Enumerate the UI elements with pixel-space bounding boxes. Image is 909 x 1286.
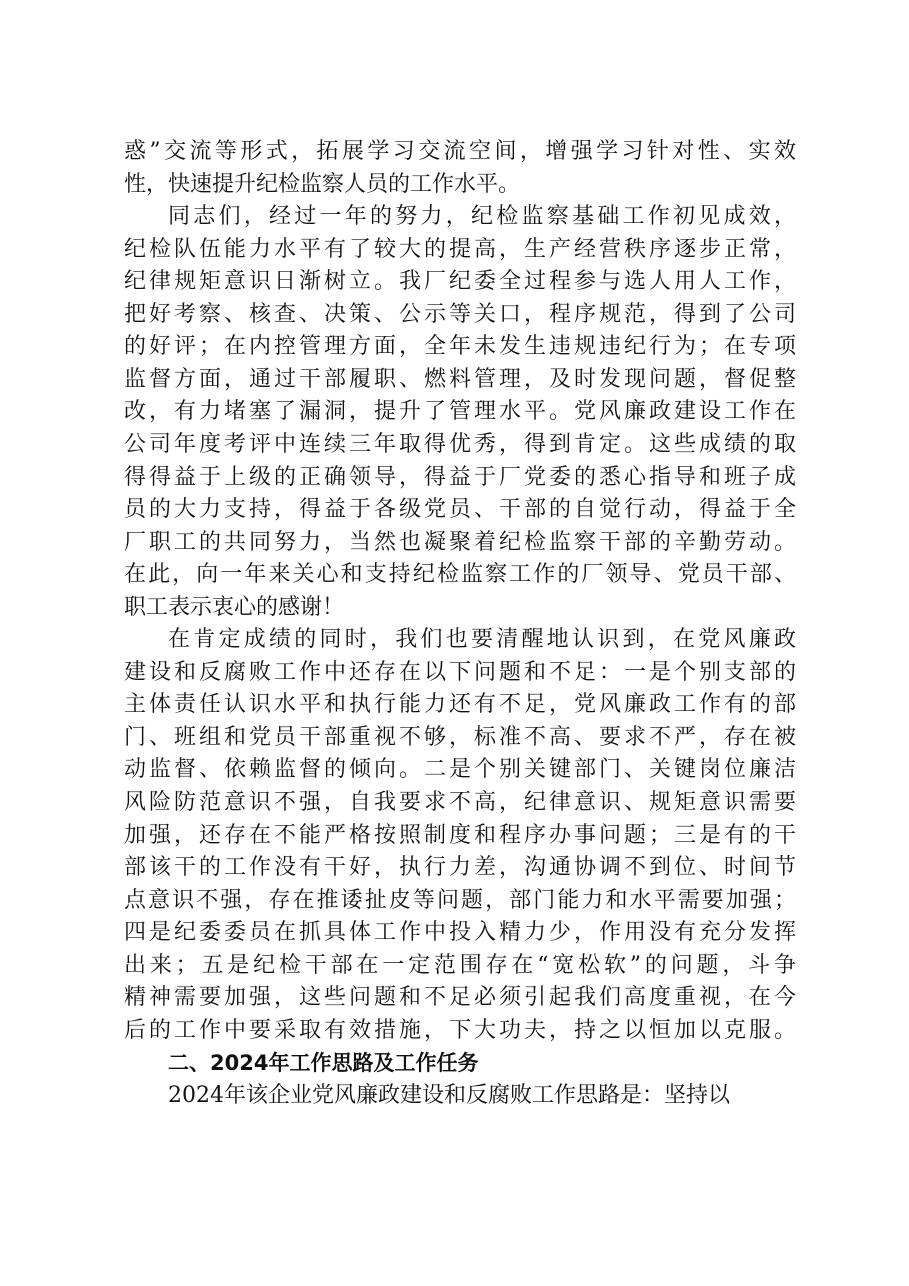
body-text-line: 出来；五是纪检干部在一定范围存在“宽松软”的问题，斗争 (124, 952, 796, 978)
paragraph-last-line: 职工表示衷心的感谢！ (124, 594, 345, 620)
body-text-line: 门、班组和党员干部重视不够，标准不高、要求不严，存在被 (124, 724, 796, 750)
body-text-line: 员的大力支持，得益于各级党员、干部的自觉行动，得益于全 (124, 497, 796, 523)
body-text-line: 纪检队伍能力水平有了较大的提高，生产经营秩序逐步正常， (124, 236, 796, 262)
body-text-line: 风险防范意识不强，自我要求不高，纪律意识、规矩意识需要 (124, 790, 796, 815)
body-text-line: 加强，还存在不能严格按照制度和程序办事问题；三是有的干 (124, 822, 796, 848)
paragraph-first-line: 2024年该企业党风廉政建设和反腐败工作思路是：坚持以 (168, 1082, 730, 1108)
body-text-line: 四是纪委委员在抓具体工作中投入精力少，作用没有充分发挥 (124, 920, 796, 946)
body-text-line: 精神需要加强，这些问题和不足必须引起我们高度重视，在今 (124, 985, 796, 1011)
body-text-line: 监督方面，通过干部履职、燃料管理，及时发现问题，督促整 (124, 366, 796, 392)
body-text-line: 得得益于上级的正确领导，得益于厂党委的悉心指导和班子成 (124, 464, 796, 490)
body-text-line: 主体责任认识水平和执行能力还有不足，党风廉政工作有的部 (124, 692, 796, 718)
body-text-line: 把好考察、核查、决策、公示等关口，程序规范，得到了公司 (124, 301, 796, 327)
body-text-line: 点意识不强，存在推诿扯皮等问题，部门能力和水平需要加强； (124, 887, 796, 913)
body-text-line: 公司年度考评中连续三年取得优秀，得到肯定。这些成绩的取 (124, 431, 796, 457)
body-text-line: 厂职工的共同努力，当然也凝聚着纪检监察干部的辛勤劳动。 (124, 529, 796, 555)
body-text-line: 建设和反腐败工作中还存在以下问题和不足：一是个别支部的 (124, 659, 796, 685)
body-text-line: 的好评；在内控管理方面，全年未发生违规违纪行为；在专项 (124, 334, 796, 360)
paragraph-first-line: 在肯定成绩的同时，我们也要清醒地认识到，在党风廉政 (168, 627, 796, 653)
body-text-line: 在此，向一年来关心和支持纪检监察工作的厂领导、党员干部、 (124, 562, 796, 588)
body-text-line: 部该干的工作没有干好，执行力差，沟通协调不到位、时间节 (124, 855, 796, 881)
paragraph-last-line: 性，快速提升纪检监察人员的工作水平。 (124, 171, 521, 197)
body-text-line: 改，有力堵塞了漏洞，提升了管理水平。党风廉政建设工作在 (124, 399, 796, 425)
body-text-line: 后的工作中要采取有效措施，下大功夫，持之以恒加以克服。 (124, 1017, 796, 1043)
section-heading: 二、2024年工作思路及工作任务 (168, 1051, 479, 1076)
body-text-line: 纪律规矩意识日渐树立。我厂纪委全过程参与选人用人工作， (124, 269, 796, 295)
paragraph-first-line: 同志们，经过一年的努力，纪检监察基础工作初见成效， (168, 204, 796, 230)
body-text-line: 动监督、依赖监督的倾向。二是个别关键部门、关键岗位廉洁 (124, 757, 796, 783)
body-text-line: 惑”交流等形式，拓展学习交流空间，增强学习针对性、实效 (124, 139, 796, 164)
